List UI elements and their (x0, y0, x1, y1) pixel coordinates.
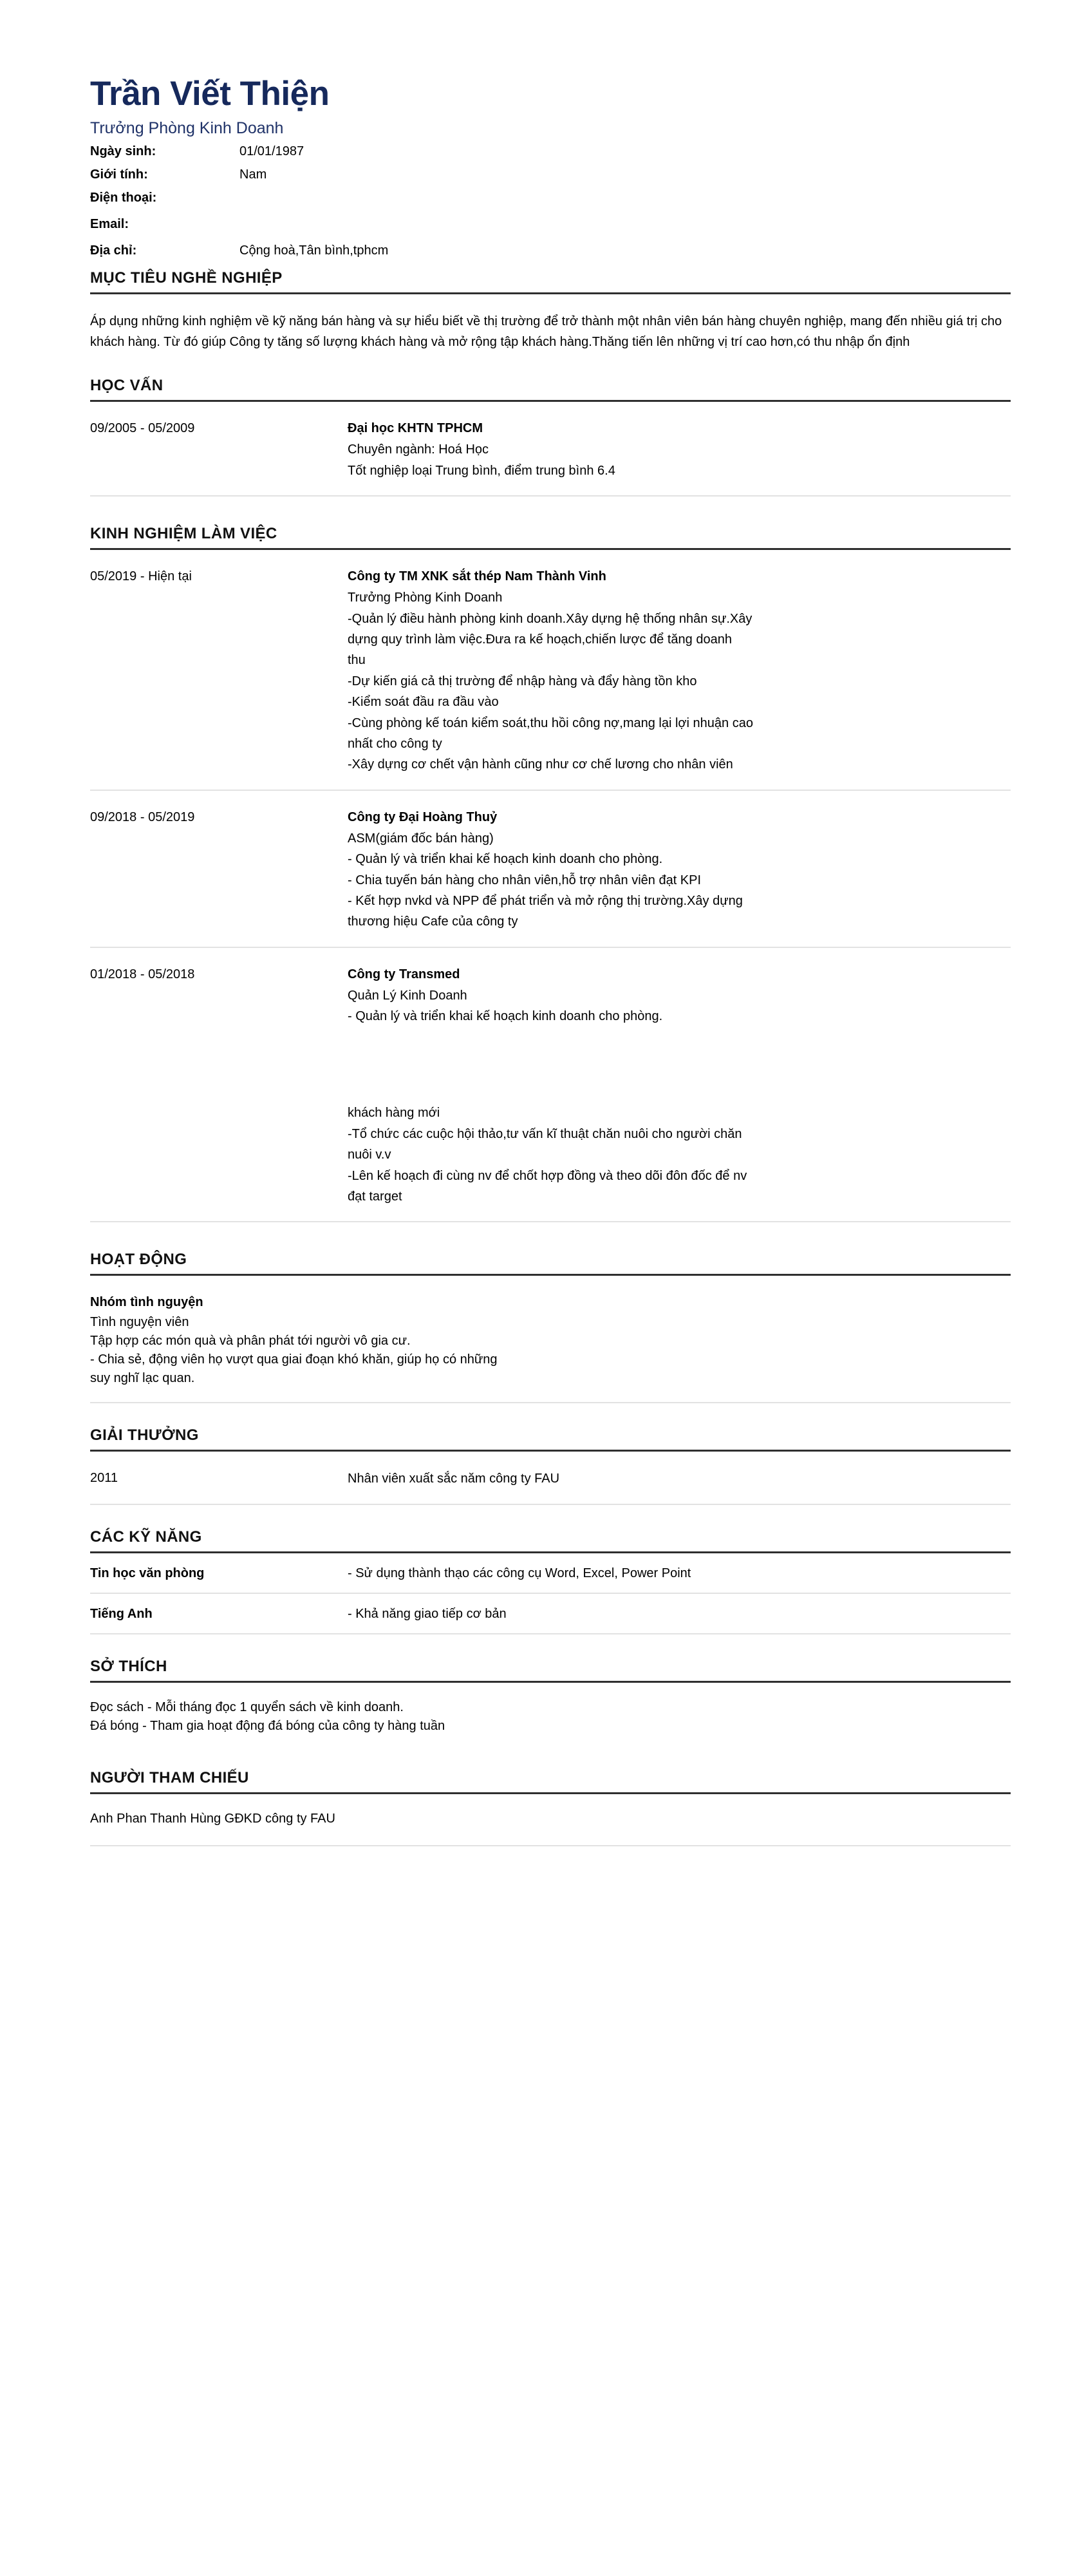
experience-entry (90, 550, 1011, 790)
activity-line: Tình nguyện viên (90, 1315, 189, 1330)
experience-company: Công ty TM XNK sắt thép Nam Thành Vinh (348, 569, 606, 584)
experience-period: 09/2018 - 05/2019 (90, 810, 195, 824)
experience-bullet: - Kết hợp nvkd và NPP để phát triển và mở rộng thị trường.Xây dựng (348, 893, 743, 908)
skill-description: - Khả năng giao tiếp cơ bản (348, 1606, 507, 1621)
info-value-birthdate: 01/01/1987 (239, 144, 304, 158)
section-experience (90, 525, 1011, 1222)
candidate-job-title: Trưởng Phòng Kinh Doanh (90, 118, 284, 137)
divider-experience-3 (90, 1221, 1011, 1222)
education-school: Đại học KHTN TPHCM (348, 421, 483, 436)
education-details (348, 419, 1011, 481)
info-row-phone (90, 191, 510, 217)
section-heading-experience: KINH NGHIỆM LÀM VIỆC (90, 525, 277, 543)
award-entry (90, 1452, 1011, 1503)
education-entry (90, 402, 1011, 495)
info-row-address (90, 243, 510, 267)
hobbies-content (90, 1683, 1011, 1752)
experience-bullet: -Xây dựng cơ chết vận hành cũng như cơ chế lương cho nhân viên (348, 757, 733, 772)
info-label-phone: Điện thoại: (90, 190, 157, 205)
section-objective (90, 269, 1011, 375)
experience-period: 05/2019 - Hiện tại (90, 569, 192, 584)
hobby-line: Đá bóng - Tham gia hoạt động đá bóng của công ty hàng tuần (90, 1718, 445, 1733)
info-row-birthdate (90, 144, 510, 167)
divider-education-bottom (90, 495, 1011, 497)
section-education (90, 377, 1011, 497)
section-hobbies (90, 1658, 1011, 1752)
experience-bullet: -Lên kế hoạch đi cùng nv để chốt hợp đồng và theo dõi đôn đốc để nv (348, 1168, 747, 1183)
divider-skill-2 (90, 1633, 1011, 1634)
experience-bullet: dựng quy trình làm việc.Đưa ra kế hoạch,chiến lược để tăng doanh (348, 632, 732, 647)
skill-row (90, 1594, 1011, 1633)
section-heading-activities: HOẠT ĐỘNG (90, 1251, 187, 1269)
experience-entry (90, 791, 1011, 947)
experience-bullet: khách hàng mới (348, 1106, 440, 1121)
experience-bullet: nhất cho công ty (348, 736, 442, 751)
divider-awards-bottom (90, 1504, 1011, 1505)
award-description: Nhân viên xuất sắc năm công ty FAU (348, 1472, 560, 1486)
info-label-email: Email: (90, 216, 129, 231)
section-heading-skills: CÁC KỸ NĂNG (90, 1528, 202, 1546)
personal-info-table (90, 144, 510, 267)
divider-activities-bottom (90, 1402, 1011, 1403)
hobby-line: Đọc sách - Mỗi tháng đọc 1 quyển sách về kinh doanh. (90, 1700, 404, 1714)
section-activities (90, 1251, 1011, 1403)
info-value-gender: Nam (239, 167, 267, 182)
section-heading-hobbies: SỞ THÍCH (90, 1657, 167, 1675)
info-row-gender (90, 167, 510, 191)
section-heading-education: HỌC VẤN (90, 377, 164, 395)
experience-bullet: -Cùng phòng kế toán kiểm soát,thu hồi công nợ,mang lại lợi nhuận cao (348, 715, 753, 730)
section-heading-objective: MỤC TIÊU NGHỀ NGHIỆP (90, 269, 283, 287)
section-heading-awards: GIẢI THƯỞNG (90, 1426, 199, 1444)
experience-bullet: -Tổ chức các cuộc hội thảo,tư vấn kĩ thuật chăn nuôi cho người chăn (348, 1126, 742, 1141)
info-label-birthdate: Ngày sinh: (90, 144, 156, 158)
divider-references-bottom (90, 1845, 1011, 1846)
activity-line: Tập hợp các món quà và phân phát tới người vô gia cư. (90, 1334, 411, 1349)
references-content (90, 1794, 1011, 1845)
education-period: 09/2005 - 05/2009 (90, 421, 195, 436)
phone-redacted (239, 191, 433, 205)
info-value-email (239, 217, 510, 243)
experience-gap (348, 1027, 1011, 1103)
activity-title: Nhóm tình nguyện (90, 1295, 203, 1310)
info-label-address: Địa chỉ: (90, 243, 137, 258)
experience-company: Công ty Transmed (348, 967, 460, 981)
experience-company: Công ty Đại Hoàng Thuỷ (348, 810, 498, 824)
email-redacted (239, 217, 433, 231)
info-value-address: Cộng hoà,Tân bình,tphcm (239, 243, 389, 258)
experience-entry (90, 948, 1011, 1222)
section-awards (90, 1426, 1011, 1504)
experience-period: 01/2018 - 05/2018 (90, 967, 195, 981)
section-heading-references: NGƯỜI THAM CHIẾU (90, 1768, 249, 1786)
section-references (90, 1769, 1011, 1846)
experience-bullet: đạt target (348, 1189, 402, 1204)
skill-description: - Sử dụng thành thạo các công cụ Word, Excel, Power Point (348, 1566, 691, 1580)
experience-role: Trưởng Phòng Kinh Doanh (348, 591, 503, 605)
experience-bullet: - Quản lý và triển khai kế hoạch kinh doanh cho phòng. (348, 1009, 663, 1024)
experience-details (348, 808, 1011, 933)
skill-name: Tiếng Anh (90, 1606, 153, 1621)
activity-line: - Chia sẻ, động viên họ vượt qua giai đoạn khó khăn, giúp họ có những (90, 1352, 498, 1367)
experience-details (348, 965, 1011, 1208)
award-year: 2011 (90, 1471, 118, 1486)
cv-header (90, 76, 1011, 267)
candidate-name: Trần Viết Thiện (90, 75, 330, 113)
experience-bullet: nuôi v.v (348, 1148, 391, 1162)
experience-bullet: -Kiểm soát đầu ra đầu vào (348, 695, 499, 710)
info-value-phone (239, 191, 510, 217)
section-skills (90, 1528, 1011, 1634)
experience-bullet: thương hiệu Cafe của công ty (348, 914, 518, 929)
activity-line: suy nghĩ lạc quan. (90, 1371, 195, 1386)
experience-bullet: - Chia tuyến bán hàng cho nhân viên,hỗ trợ nhân viên đạt KPI (348, 873, 702, 887)
skill-name: Tin học văn phòng (90, 1566, 205, 1580)
objective-text: Áp dụng những kinh nghiệm về kỹ năng bán hàng và sự hiểu biết về thị trường để trở thành một nhân viên bán hàng chuyên nghiệp, mang đến nhiều giá trị cho khách hàng. Từ đó giúp Công ty tăng số lượng khách hàng và mở rộng tập khách hàng.Thăng tiến lên những vị trí cao hơn,có thu nhập ổn định (90, 314, 1002, 350)
info-label-gender: Giới tính: (90, 167, 148, 182)
skill-row (90, 1553, 1011, 1593)
activities-entry (90, 1276, 1011, 1402)
experience-bullet: - Quản lý và triển khai kế hoạch kinh doanh cho phòng. (348, 852, 663, 867)
experience-bullet: -Dự kiến giá cả thị trường để nhập hàng và đẩy hàng tồn kho (348, 674, 697, 688)
education-grade: Tốt nghiệp loại Trung bình, điểm trung bình 6.4 (348, 463, 615, 478)
experience-role: Quản Lý Kinh Doanh (348, 988, 467, 1003)
experience-details (348, 567, 1011, 775)
education-major: Chuyên ngành: Hoá Học (348, 442, 489, 457)
info-row-email (90, 217, 510, 243)
experience-role: ASM(giám đốc bán hàng) (348, 831, 494, 846)
reference-line: Anh Phan Thanh Hùng GĐKD công ty FAU (90, 1811, 335, 1826)
experience-bullet: thu (348, 653, 366, 668)
experience-bullet: -Quản lý điều hành phòng kinh doanh.Xây dựng hệ thống nhân sự.Xây (348, 611, 752, 626)
